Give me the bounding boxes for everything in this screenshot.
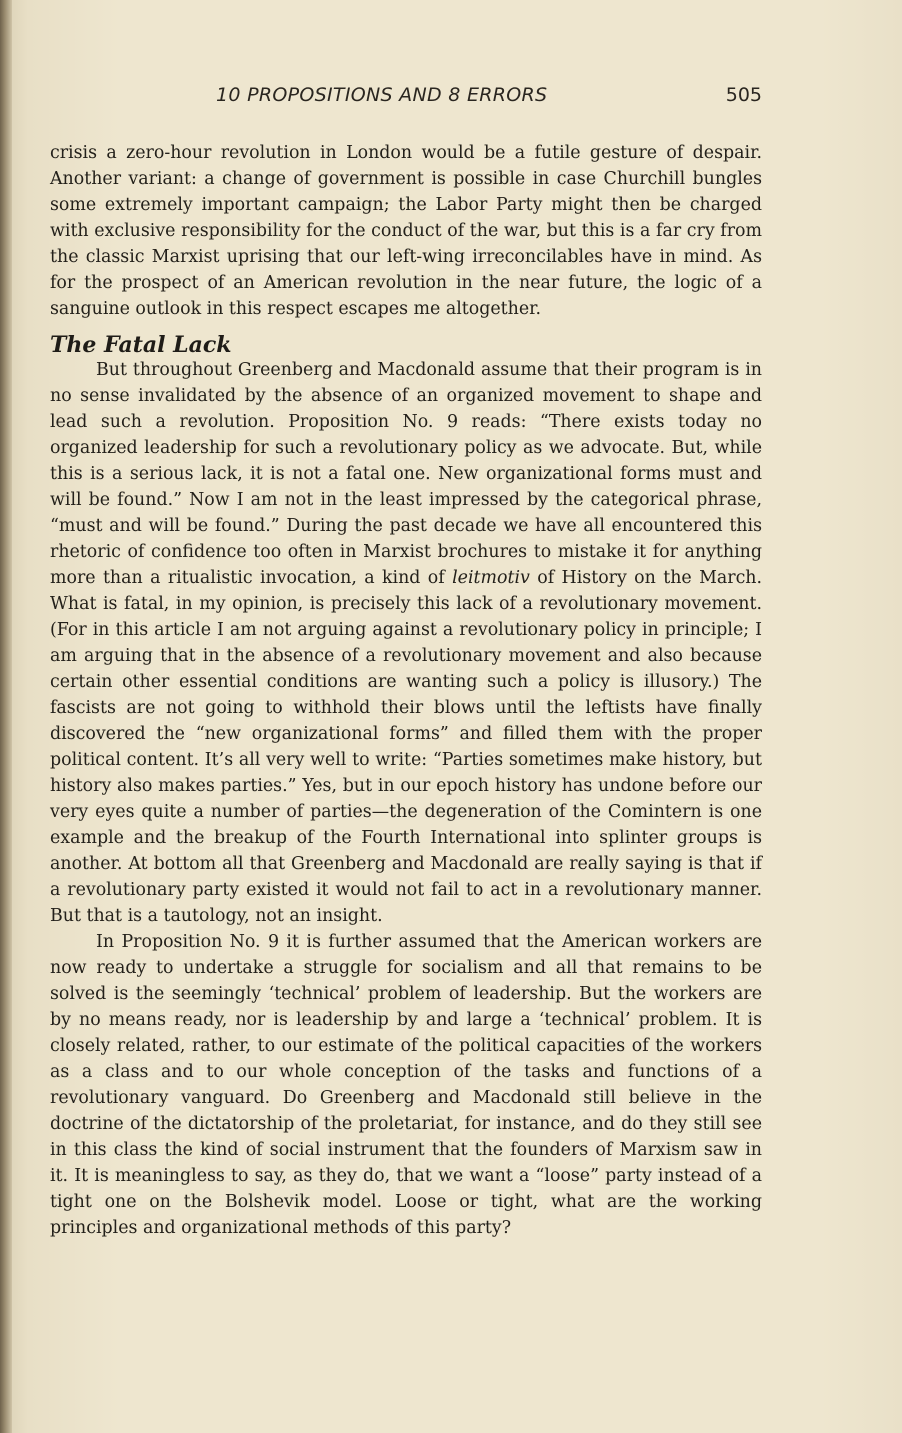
running-title: 10 PROPOSITIONS AND 8 ERRORS (216, 84, 548, 106)
section-heading: The Fatal Lack (50, 332, 232, 358)
paragraph-2 (50, 357, 762, 929)
book-spine-shadow (0, 0, 12, 1433)
paragraph-2-text-b: of History on the March. What is fatal, in my opinion, is precisely this lack of a revolutionary movement. (For in this article I am not arguing against a revolutionary policy in principle; I am arguing that in the absence of a revolutionary movement and also because certain other essential conditions are wanting such a policy is illusory.) The fascists are not going to withhold their blows until the leftists have finally discovered the “new organizational forms” and filled them with the proper political content. It’s all very well to write: “Parties sometimes make history, but history also makes parties.” Yes, but in our epoch history has undone before our very eyes quite a number of parties—the degeneration of the Comintern is one example and the breakup of the Fourth International into splinter groups is another. At bottom all that Greenberg and Macdonald are really saying is that if a revolutionary party existed it would not fail to act in a revolutionary manner. But that is a tautology, not an insight. (50, 568, 763, 926)
paragraph-3: In Proposition No. 9 it is further assumed that the American workers are now ready to undertake a struggle for socialism and all that remains to be solved is the seemingly ‘technical’ problem of leadership. But the workers are by no means ready, nor is leadership by and large a ‘technical’ problem. It is closely related, rather, to our estimate of the political capacities of the workers as a class and to our whole conception of the tasks and functions of a revolutionary vanguard. Do Greenberg and Macdonald still believe in the doctrine of the dictatorship of the proletariat, for instance, and do they still see in this class the kind of social instrument that the founders of Marxism saw in it. It is meaningless to say, as they do, that we want a “loose” party instead of a tight one on the Bolshevik model. Loose or tight, what are the working principles and organizational methods of this party? (50, 932, 762, 1238)
paragraph-2-italic-term: leitmotiv (452, 568, 530, 588)
page-number: 505 (725, 84, 762, 106)
paragraph-1: crisis a zero-hour revolution in London would be a futile gesture of despair. Another variant: a change of government is possible in case Churchill bungles some extremely important campaign; the Labor Party might then be charged with exclusive responsibility for the conduct of the war, but this is a far cry from the classic Marxist uprising that our left-wing irreconcilables have in mind. As for the prospect of an American revolution in the near future, the logic of a sanguine outlook in this respect escapes me altogether. (50, 143, 762, 319)
paragraph-2-text-a: But throughout Greenberg and Macdonald assume that their program is in no sense invalidated by the absence of an organized movement to shape and lead such a revolution. Proposition No. 9 reads: “There exists today no organized leadership for such a revolutionary policy as we advocate. But, while this is a serious lack, it is not a fatal one. New organizational forms must and will be found.” Now I am not in the least impressed by the categorical phrase, “must and will be found.” During the past decade we have all encountered this rhetoric of confidence too often in Marxist brochures to mistake it for anything more than a ritualistic invocation, a kind of (50, 360, 762, 588)
page-header (50, 84, 762, 114)
page-body (50, 140, 762, 1241)
